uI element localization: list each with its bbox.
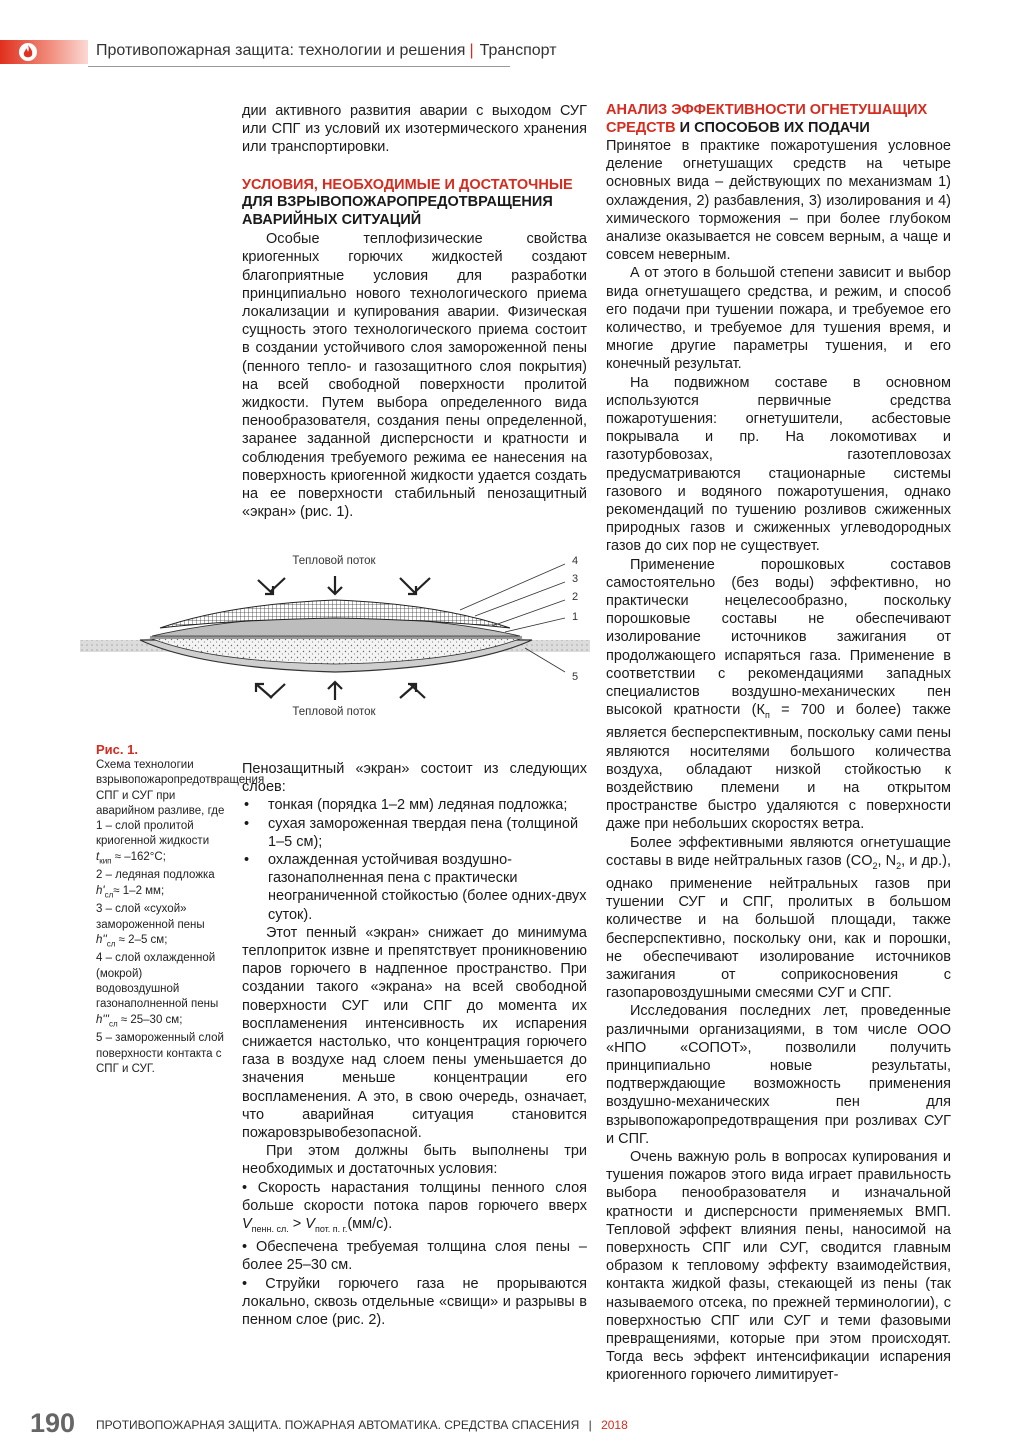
heading-red-part: АНАЛИЗ ЭФФЕКТИВНОСТИ ОГНЕТУШАЩИХ СРЕДСТВ: [606, 102, 928, 136]
caption-line: 2 – ледяная подложка: [96, 869, 215, 882]
header-rule: [88, 66, 510, 67]
caption-title: Рис. 1.: [96, 742, 138, 757]
header-separator: |: [469, 42, 474, 59]
section-heading-analysis: [606, 102, 951, 137]
page-number: 190: [30, 1408, 76, 1438]
heading-black-part: И СПОСОБОВ ИХ ПОДАЧИ: [675, 119, 870, 136]
label-3: 3: [572, 573, 579, 585]
label-2: 2: [572, 591, 579, 603]
layer-bullet: • сухая замороженная твердая пена (толщиной 1–5 см);: [242, 815, 587, 851]
mid-column-top: [242, 102, 587, 521]
footer-separator: |: [588, 1418, 592, 1432]
caption-line: 1 – слой пролитой криогенной жидкости: [96, 820, 210, 848]
flame-icon: [19, 43, 37, 61]
caption-line: $h''_{сл} \approx 2-5$ см;: [96, 933, 168, 949]
caption-line: 3 – слой «сухой» замороженной пены: [96, 903, 205, 931]
header-section: Транспорт: [479, 42, 557, 59]
section-heading-conditions: [242, 177, 587, 230]
label-4: 4: [572, 555, 579, 567]
right-column: [606, 102, 951, 1385]
condition-3: • Струйки горючего газа не прорываются локально, сквозь отдельные «свищи» и разрывы в пенном слое (рис. 2).: [242, 1275, 587, 1328]
figure-1-caption: [96, 742, 265, 1077]
right-paragraph-1: Принятое в практике пожаротушения условное деление огнетушащих средств на четыре основных вида – действующих по механизмам 1) охлаждения, 2) разбавления, 3) изолирования и 4) химического торможения – при более глубоком анализе оказывается не совсем верным, а чаще и совсем неверным.: [606, 138, 951, 264]
footer-journal: [96, 1418, 628, 1432]
condition-1: • Скорость нарастания толщины пенного слоя больше скорости потока паров горючего вверх $V_{пенн. сл.} > V_{пот. п. г.}(мм/с)$.: [242, 1179, 587, 1234]
label-5: 5: [572, 671, 579, 683]
layer-bullet: • охлажденная устойчивая воздушно-газонаполненная пена с практически неограниченной стойкостью (более одних-двух суток).: [242, 851, 587, 924]
right-paragraph-5: Более эффективными являются огнетушащие составы в виде нейтральных газов ($CO_2$, $N_2$, и др.), однако применение нейтральных газов при тушении СУГ и СПГ, пролитых в большом количестве и на большой площади, также бесперспективно, поскольку они, как и порошки, не обеспечивают изолирование источников зажигания от соприкосновения с газопаровоздушными смесями СУГ и СПГ.: [606, 834, 951, 1002]
heading-red-part: УСЛОВИЯ, НЕОБХОДИМЫЕ И ДОСТАТОЧНЫЕ: [242, 176, 573, 193]
heat-flow-top-label: Тепловой поток: [292, 555, 376, 567]
layer-2-ice: [150, 636, 522, 639]
mid-paragraph-2: Этот пенный «экран» снижает до минимума теплоприток извне и препятствует проникновению паров горючего в надпенное пространство. При создании такого «экрана» на всей свободной поверхности СУГ или СПГ до момента их воспламенения интенсивность их испарения снижается настолько, что концентрация горючего газа в воздухе над слоем пены уменьшается до значения меньше концентрации его воспламенения. А это, в свою очередь, означает, что аварийная ситуация становится пожаровзрывобезопасной.: [242, 924, 587, 1142]
heat-arrows-top: [258, 576, 430, 594]
right-paragraph-4: Применение порошковых составов самостоятельно (без воды) эффективно, но практически нецелесообразно, поскольку порошковые составы не обеспечивают изолирование источников зажигания от продолжающего испаряться газа. Применение в соответствии с рекомендациями западных специалистов воздушно-механических пен высокой кратности ($К_п = 700$ и более) также является бесперспективным, поскольку сами пены являются носителями большого количества воздуха, обладают низкой стойкостью к воздействию племени и на открытом пространстве быстро удаляются с поверхности даже при небольших скоростях ветра.: [606, 556, 951, 833]
layer-bullet: • тонкая (порядка 1–2 мм) ледяная подложка;: [242, 796, 587, 814]
journal-name: ПРОТИВОПОЖАРНАЯ ЗАЩИТА. ПОЖАРНАЯ АВТОМАТИКА. СРЕДСТВА СПАСЕНИЯ: [96, 1418, 580, 1432]
right-paragraph-7: Очень важную роль в вопросах купирования и тушения пожаров этого вида играет правильность выбора пенообразователя и изначальной кратности и дисперсности применяемых ВМП. Тепловой эффект влияния пены, наносимой на поверхность СПГ или СУГ, сводится главным образом к тепловому эффекту взаимодействия, контакта жидкой фазы, стекающей из пены (так называемого отсека, по прежней терминологии), с поверхностью СПГ или СУГ и теми фазовыми превращениями, которые при этом происходят. Тогда весь эффект интенсификации испарения криогенного горючего лимитирует-: [606, 1148, 951, 1384]
label-1: 1: [572, 611, 579, 623]
caption-line: 4 – слой охлажденной (мокрой) водовоздушной газонаполненной пены: [96, 952, 219, 1011]
screen-intro: Пенозащитный «экран» состоит из следующих слоев:: [242, 761, 587, 796]
mid-paragraph-1: Особые теплофизические свойства криогенных горючих жидкостей создают благоприятные условия для разработки принципиально нового технологического приема локализации и купирования аварии. Физическая сущность этого технологического приема состоит в создании устойчивого слоя замороженной пены (пенного тепло- и газозащитного слоя покрытия) на всей свободной поверхности пролитой жидкости. Путем выбора определенного вида пенообразователя, создания пены определенной, заранее заданной дисперсности и кратности и соблюдения требуемого режима ее нанесения на поверхность криогенной жидкости удается создать на ее поверхности стабильный пенозащитный «экран» (рис. 1).: [242, 231, 587, 521]
right-paragraph-6: Исследования последних лет, проведенные различными организациями, в том числе ООО «НПО «СОПОТ», позволили получить принципиально новые результаты, подтверждающие возможность применения воздушно-механических пен для взрывопожаропредотвращения при розливах СУГ и СПГ.: [606, 1003, 951, 1147]
figure-1-diagram: [80, 548, 590, 724]
layer-numbers: [572, 555, 578, 683]
right-paragraph-3: На подвижном составе в основном используются первичные средства пожаротушения: огнетушители, асбестовые покрывала и пр. На локомотивах и газотурбовозах, газотепловозах предусматриваются стационарные системы газового и водяного пожаротушения, однако рекомендаций по тушению розливов сжиженных природных газов и сжиженных углеводородных газов до сих пор не существует.: [606, 374, 951, 555]
mid-intro: дии активного развития аварии с выходом СУГ или СПГ из условий их изотермического хранения или транспортировки.: [242, 103, 587, 156]
right-paragraph-2: А от этого в большой степени зависит и выбор вида огнетушащего средства, и режим, и способ его подачи при тушении пожара, и требуемое его количество, и требуемое для тушения время, и многие другие параметры тушения, и его конечный результат.: [606, 265, 951, 373]
header-title: Противопожарная защита: технологии и решения: [96, 42, 466, 59]
running-header: [96, 40, 557, 62]
condition-2: • Обеспечена требуемая толщина слоя пены – более 25–30 см.: [242, 1239, 587, 1274]
caption-line: Схема технологии взрывопожаропредотвращения СПГ и СУГ при аварийном разливе, где: [96, 759, 265, 817]
mid-paragraph-3: При этом должны быть выполнены три необходимых и достаточных условия:: [242, 1143, 587, 1178]
mid-column-bottom: [242, 760, 587, 1329]
caption-line: 5 – замороженный слой поверхности контакта с СПГ и СУГ.: [96, 1032, 224, 1075]
heat-flow-bottom-label: Тепловой поток: [292, 706, 376, 718]
header-accent-bar: [0, 40, 88, 64]
caption-line: $t_{кип} \approx -162^\circ С$;: [96, 850, 166, 866]
caption-line: $h'_{сл}\approx 1-2$ мм;: [96, 884, 165, 899]
caption-line: $h'''_{сл} \approx 25-30$ см;: [96, 1013, 183, 1028]
heat-arrows-bottom: [256, 682, 425, 700]
footer-year: 2018: [601, 1418, 628, 1432]
heading-black-part: ДЛЯ ВЗРЫВОПОЖАРОПРЕДОТВРАЩЕНИЯ АВАРИЙНЫХ СИТУАЦИЙ: [242, 194, 553, 228]
